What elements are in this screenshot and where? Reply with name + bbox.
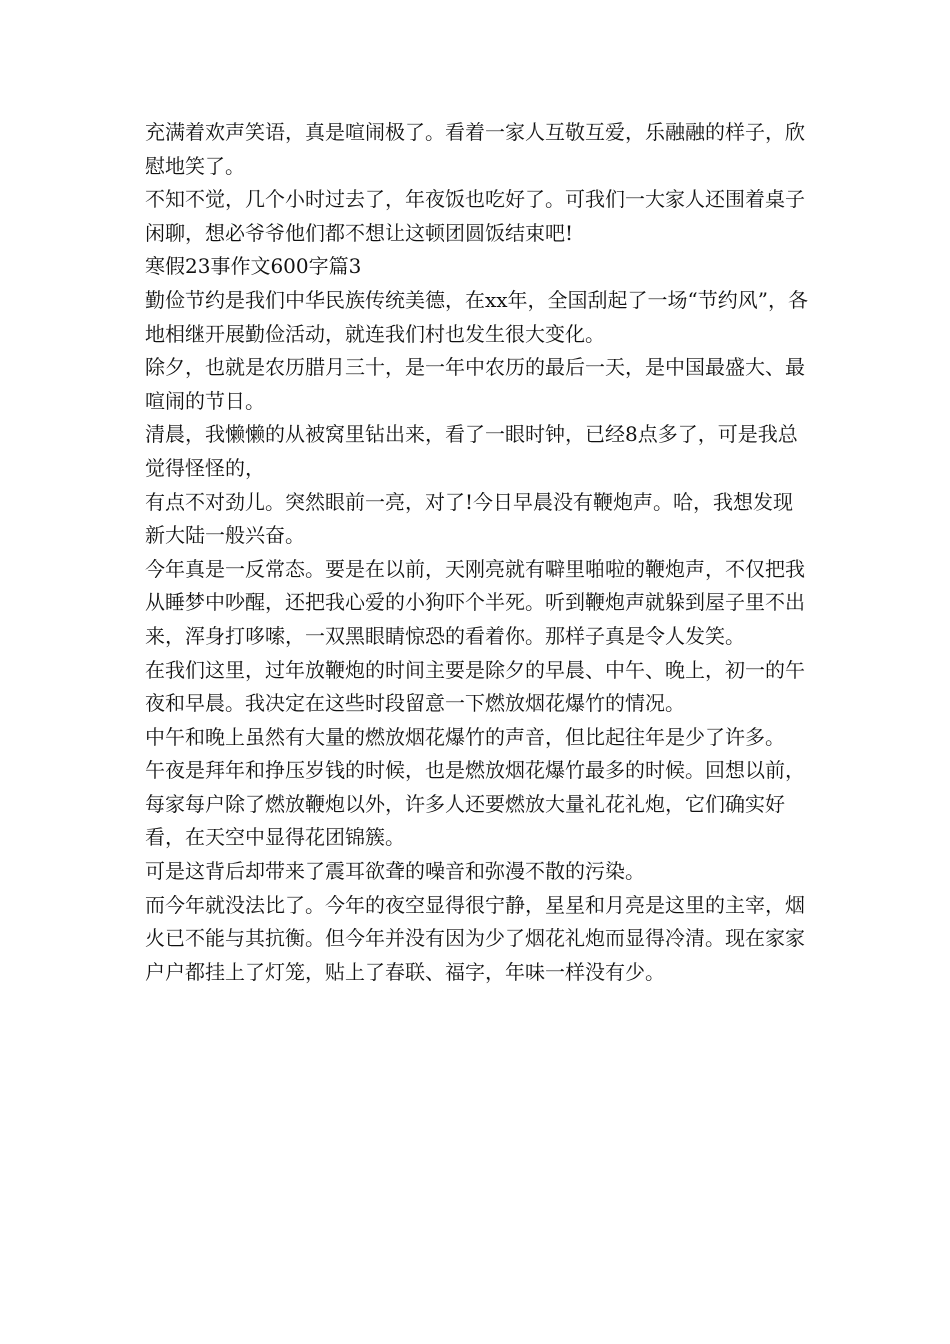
paragraph-5: 清晨，我懒懒的从被窝里钻出来，看了一眼时钟，已经8点多了，可是我总觉得怪怪的，	[145, 422, 798, 480]
paragraph-1: 充满着欢声笑语，真是喧闹极了。看着一家人互敬互爱，乐融融的样子，欣慰地笑了。	[145, 120, 805, 178]
paragraph-2: 不知不觉，几个小时过去了，年夜饭也吃好了。可我们一大家人还围着桌子闲聊，想必爷爷他们都不想让这顿团圆饭结束吧!	[145, 187, 805, 245]
paragraph-6: 有点不对劲儿。突然眼前一亮，对了!今日早晨没有鞭炮声。哈，我想发现新大陆一般兴奋。	[145, 489, 794, 548]
paragraph-11: 可是这背后却带来了震耳欲聋的噪音和弥漫不散的污染。	[145, 859, 645, 884]
paragraph-12: 而今年就没法比了。今年的夜空显得很宁静，星星和月亮是这里的主宰，烟火已不能与其抗衡。但今年并没有因为少了烟花礼炮而显得冷清。现在家家户户都挂上了灯笼，贴上了春联、福字，年味一样没有少。	[145, 892, 805, 984]
article-body	[145, 116, 810, 989]
section-heading: 寒假23事作文600字篇3	[145, 254, 362, 279]
paragraph-4: 除夕，也就是农历腊月三十，是一年中农历的最后一天，是中国最盛大、最喧闹的节日。	[145, 355, 805, 413]
paragraph-10: 午夜是拜年和挣压岁钱的时候，也是燃放烟花爆竹最多的时候。回想以前，每家每户除了燃放鞭炮以外，许多人还要燃放大量礼花礼炮，它们确实好看，在天空中显得花团锦簇。	[145, 758, 805, 850]
paragraph-8: 在我们这里，过年放鞭炮的时间主要是除夕的早晨、中午、晚上，初一的午夜和早晨。我决定在这些时段留意一下燃放烟花爆竹的情况。	[145, 657, 805, 716]
paragraph-9: 中午和晚上虽然有大量的燃放烟花爆竹的声音，但比起往年是少了许多。	[145, 724, 785, 749]
paragraph-3: 勤俭节约是我们中华民族传统美德，在xx年，全国刮起了一场“节约风”，各地相继开展勤俭活动，就连我们村也发生很大变化。	[145, 287, 809, 346]
paragraph-7: 今年真是一反常态。要是在以前，天刚亮就有噼里啪啦的鞭炮声，不仅把我从睡梦中吵醒，还把我心爱的小狗吓个半死。听到鞭炮声就躲到屋子里不出来，浑身打哆嗦，一双黑眼睛惊恐的看着你。那样子真是令人发笑。	[145, 556, 805, 648]
